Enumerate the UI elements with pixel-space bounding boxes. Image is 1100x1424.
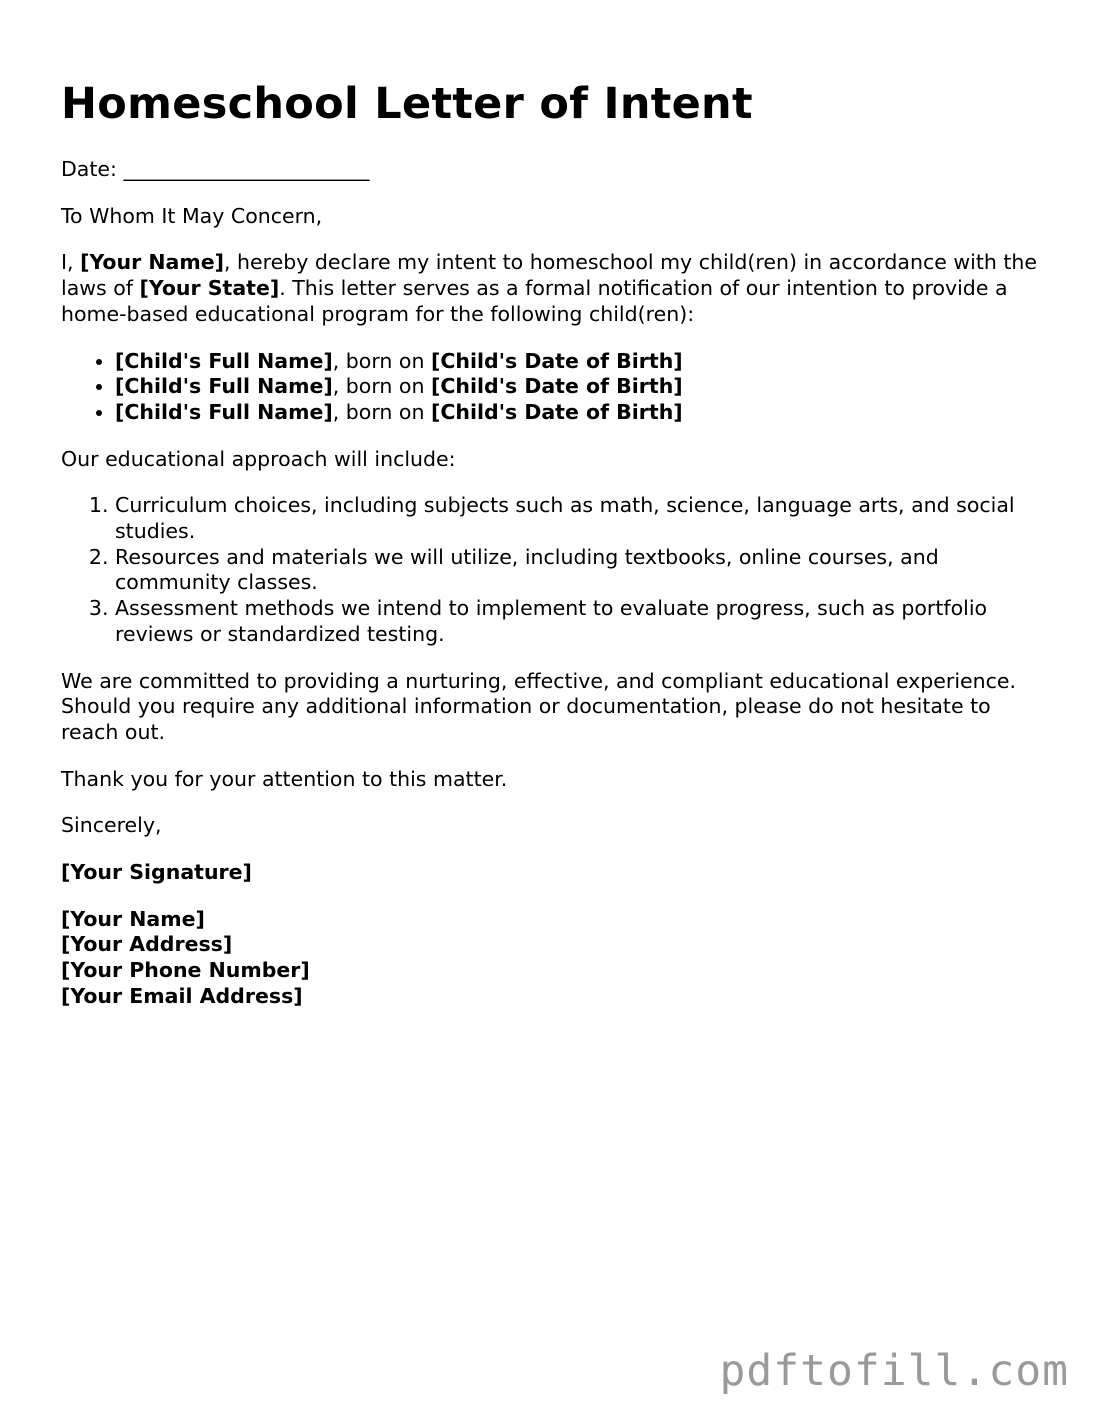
- intro-text-3: . This letter serves as a formal notification of our intention to provide a home-based educational program for the following child(ren):: [61, 276, 1008, 326]
- born-on-text: , born on: [332, 348, 431, 373]
- list-item: [115, 349, 1051, 375]
- list-item: 1. Curriculum choices, including subjects such as math, science, language arts, and social studies.: [115, 493, 1051, 544]
- intro-paragraph: [61, 250, 1051, 327]
- child-dob: [Child's Date of Birth]: [430, 348, 683, 373]
- date-blank: ________________________: [123, 157, 370, 181]
- your-name-placeholder: [Your Name]: [80, 250, 224, 275]
- watermark: pdftofill.com: [719, 1346, 1069, 1396]
- salutation: To Whom It May Concern,: [61, 203, 323, 228]
- child-dob: [Child's Date of Birth]: [430, 399, 683, 424]
- child-name: [Child's Full Name]: [115, 348, 333, 373]
- approach-list: [61, 493, 1051, 647]
- signature-line: [61, 860, 1051, 886]
- born-on-text: , born on: [332, 399, 431, 424]
- date-label: Date:: [61, 157, 117, 181]
- list-item: [115, 400, 1051, 426]
- letter-page: [61, 78, 1051, 1031]
- approach-intro: Our educational approach will include:: [61, 446, 456, 471]
- intro-text-1: I,: [61, 250, 81, 275]
- list-item: [115, 374, 1051, 400]
- closing-line: Sincerely,: [61, 813, 162, 838]
- your-state-placeholder: [Your State]: [139, 276, 280, 301]
- child-name: [Child's Full Name]: [115, 374, 333, 399]
- commitment-paragraph: We are committed to providing a nurturing, effective, and compliant educational experience. Should you require any additional information or documentation, please do not hesitate to reach out.: [61, 668, 1017, 744]
- child-name: [Child's Full Name]: [115, 399, 333, 424]
- thanks-line: Thank you for your attention to this matter.: [61, 766, 508, 791]
- list-item: 3. Assessment methods we intend to implement to evaluate progress, such as portfolio reviews or standardized testing.: [115, 596, 1051, 647]
- list-item: 2. Resources and materials we will utilize, including textbooks, online courses, and community classes.: [115, 545, 1051, 596]
- contact-phone: [Your Phone Number]: [61, 958, 310, 983]
- children-list: [61, 349, 1051, 426]
- child-dob: [Child's Date of Birth]: [430, 374, 683, 399]
- signature-placeholder: [Your Signature]: [61, 860, 252, 885]
- contact-name: [Your Name]: [61, 906, 205, 931]
- page-title: Homeschool Letter of Intent: [61, 79, 753, 129]
- born-on-text: , born on: [332, 374, 431, 399]
- intro-text-2: , hereby declare my intent to homeschool my child(ren) in accordance with the laws of: [61, 250, 1038, 301]
- contact-block: [61, 907, 1051, 1010]
- contact-address: [Your Address]: [61, 932, 233, 957]
- date-line: [61, 157, 1051, 183]
- contact-email: [Your Email Address]: [61, 983, 303, 1008]
